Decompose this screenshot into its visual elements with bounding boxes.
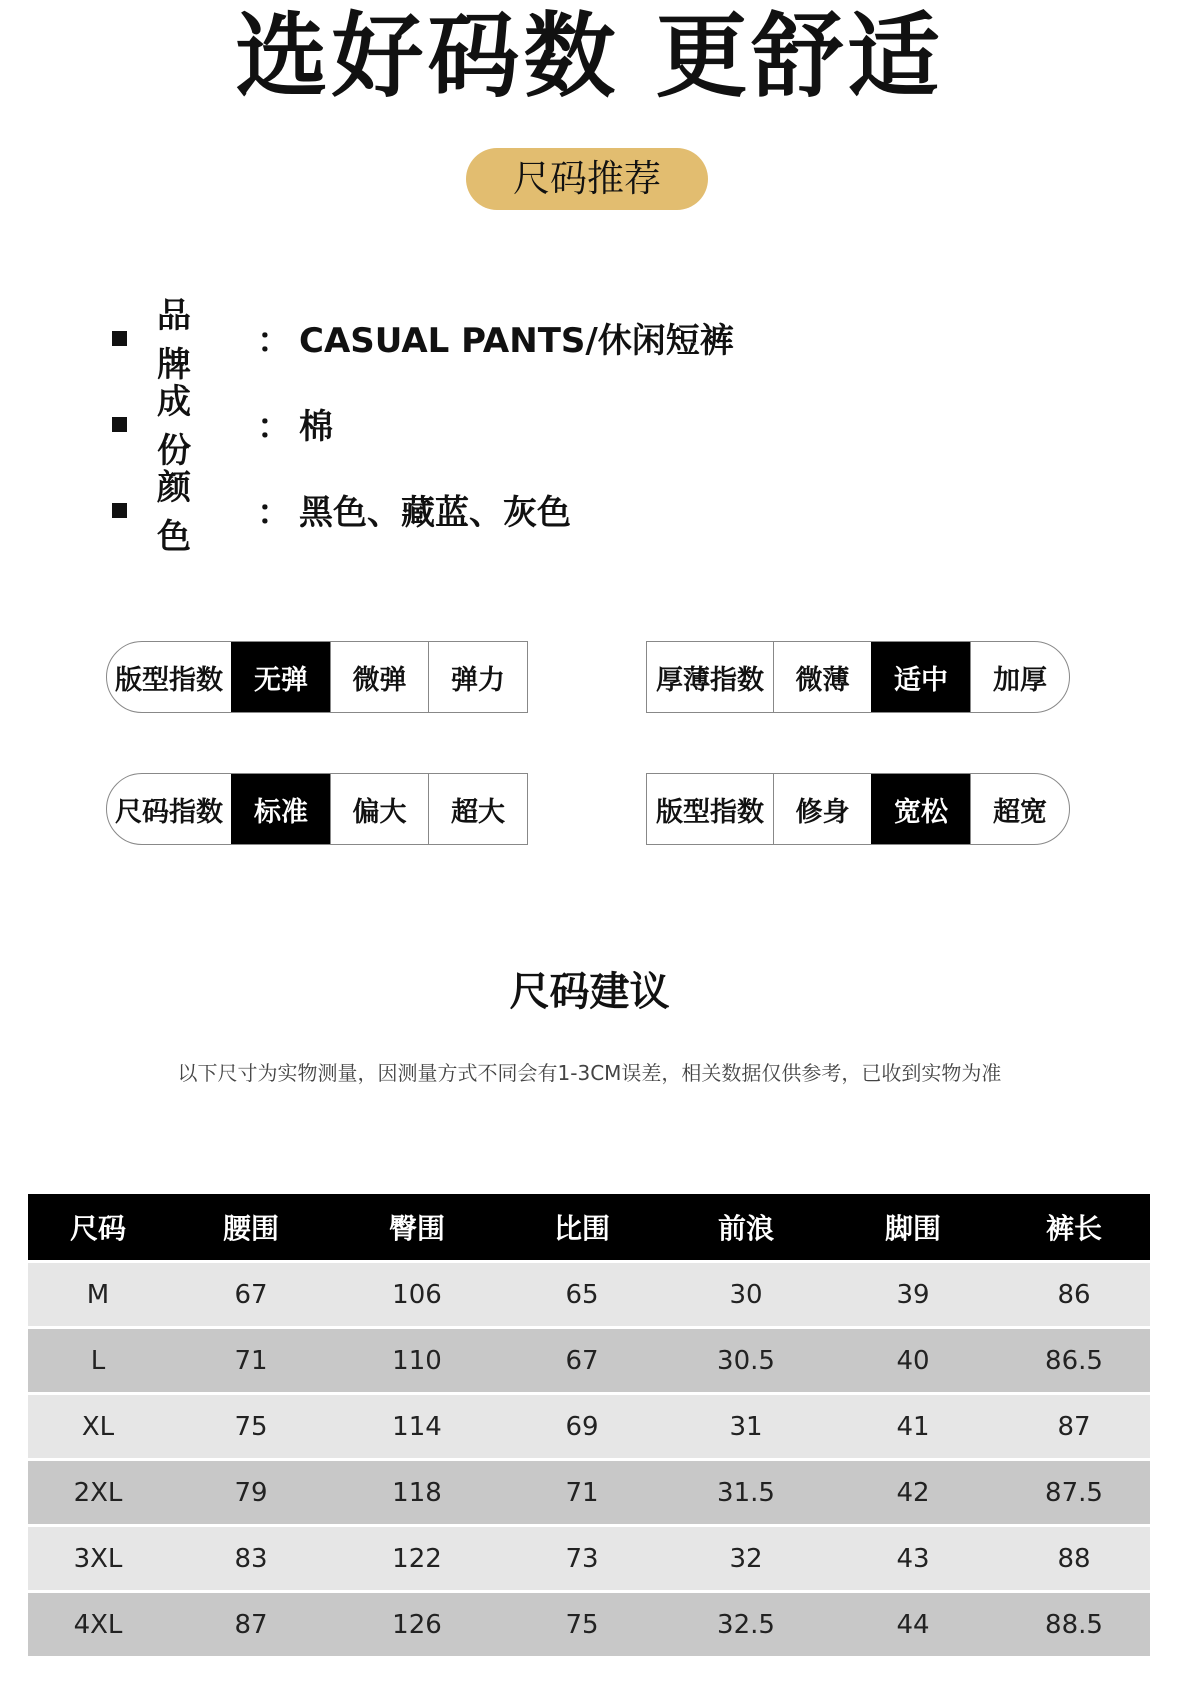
- table-cell: 86.5: [998, 1326, 1150, 1392]
- table-cell: 69: [500, 1392, 664, 1458]
- spec-colon: ：: [257, 320, 291, 361]
- table-cell: 32.5: [664, 1590, 828, 1656]
- column-header: 脚围: [828, 1194, 998, 1260]
- table-cell: 86: [998, 1260, 1150, 1326]
- spec-key: 品牌: [157, 296, 209, 385]
- table-cell: 40: [828, 1326, 998, 1392]
- table-cell: 75: [168, 1392, 334, 1458]
- table-row: [28, 1590, 1150, 1656]
- spec-key: 成份: [157, 382, 209, 471]
- table-cell: 88: [998, 1524, 1150, 1590]
- spec-value: 黑色、藏蓝、灰色: [299, 492, 571, 533]
- table-cell: M: [28, 1260, 168, 1326]
- index-option-selected: 标准: [231, 774, 330, 844]
- table-cell: 73: [500, 1524, 664, 1590]
- table-cell: 88.5: [998, 1590, 1150, 1656]
- table-cell: 31.5: [664, 1458, 828, 1524]
- index-option: 微弹: [330, 642, 428, 712]
- table-cell: 44: [828, 1590, 998, 1656]
- spec-colon: ：: [257, 492, 291, 533]
- table-cell: 118: [334, 1458, 500, 1524]
- index-label: 版型指数: [656, 796, 764, 828]
- table-cell: 75: [500, 1590, 664, 1656]
- column-header: 腰围: [168, 1194, 334, 1260]
- index-option: 超宽: [970, 774, 1069, 844]
- table-cell: 4XL: [28, 1590, 168, 1656]
- index-option: 加厚: [970, 642, 1069, 712]
- index-label: 版型指数: [115, 664, 223, 696]
- table-row: [28, 1326, 1150, 1392]
- table-cell: 71: [168, 1326, 334, 1392]
- index-option-selected: 宽松: [871, 774, 970, 844]
- bullet-square-icon: [112, 331, 127, 346]
- table-cell: 106: [334, 1260, 500, 1326]
- index-label: 尺码指数: [115, 796, 223, 828]
- spec-key: 颜色: [157, 468, 209, 557]
- index-fit: [646, 773, 1070, 845]
- index-thickness: [646, 641, 1070, 713]
- spec-value: CASUAL PANTS/休闲短裤: [299, 320, 734, 361]
- table-header-row: [28, 1194, 1150, 1260]
- index-option: 偏大: [330, 774, 428, 844]
- spec-value: 棉: [299, 406, 333, 447]
- table-cell: 122: [334, 1524, 500, 1590]
- table-cell: 114: [334, 1392, 500, 1458]
- table-cell: L: [28, 1326, 168, 1392]
- table-cell: 30: [664, 1260, 828, 1326]
- bullet-square-icon: [112, 503, 127, 518]
- index-size: [106, 773, 528, 845]
- table-row: [28, 1260, 1150, 1326]
- table-cell: 87.5: [998, 1458, 1150, 1524]
- index-elasticity: [106, 641, 528, 713]
- table-row: [28, 1392, 1150, 1458]
- page-headline: 选好码数 更舒适: [235, 3, 944, 110]
- spec-brand: [112, 296, 734, 385]
- size-advice-title: 尺码建议: [509, 969, 670, 1015]
- table-cell: 32: [664, 1524, 828, 1590]
- table-cell: 71: [500, 1458, 664, 1524]
- table-cell: 87: [168, 1590, 334, 1656]
- table-cell: 110: [334, 1326, 500, 1392]
- table-cell: 41: [828, 1392, 998, 1458]
- measurement-note: 以下尺寸为实物测量，因测量方式不同会有1-3CM误差，相关数据仅供参考，已收到实物为准: [177, 1061, 1002, 1085]
- index-option: 弹力: [428, 642, 527, 712]
- table-cell: 30.5: [664, 1326, 828, 1392]
- index-option: 微薄: [773, 642, 871, 712]
- index-option-selected: 适中: [871, 642, 970, 712]
- table-row: [28, 1458, 1150, 1524]
- index-option: 修身: [773, 774, 871, 844]
- table-row: [28, 1524, 1150, 1590]
- size-table: [28, 1194, 1150, 1656]
- table-cell: 67: [500, 1326, 664, 1392]
- spec-colon: ：: [257, 406, 291, 447]
- column-header: 裤长: [998, 1194, 1150, 1260]
- table-cell: 126: [334, 1590, 500, 1656]
- index-option-selected: 无弹: [231, 642, 330, 712]
- bullet-square-icon: [112, 417, 127, 432]
- table-cell: 79: [168, 1458, 334, 1524]
- table-cell: 42: [828, 1458, 998, 1524]
- column-header: 尺码: [28, 1194, 168, 1260]
- index-label: 厚薄指数: [656, 664, 764, 696]
- table-cell: 43: [828, 1524, 998, 1590]
- index-option: 超大: [428, 774, 527, 844]
- spec-material: [112, 382, 333, 471]
- spec-color: [112, 468, 571, 557]
- column-header: 臀围: [334, 1194, 500, 1260]
- table-cell: 83: [168, 1524, 334, 1590]
- table-cell: 65: [500, 1260, 664, 1326]
- size-recommendation-badge: 尺码推荐: [466, 148, 708, 210]
- column-header: 前浪: [664, 1194, 828, 1260]
- table-cell: 3XL: [28, 1524, 168, 1590]
- table-cell: 87: [998, 1392, 1150, 1458]
- table-cell: 2XL: [28, 1458, 168, 1524]
- column-header: 比围: [500, 1194, 664, 1260]
- table-cell: 39: [828, 1260, 998, 1326]
- table-cell: 67: [168, 1260, 334, 1326]
- table-cell: XL: [28, 1392, 168, 1458]
- table-cell: 31: [664, 1392, 828, 1458]
